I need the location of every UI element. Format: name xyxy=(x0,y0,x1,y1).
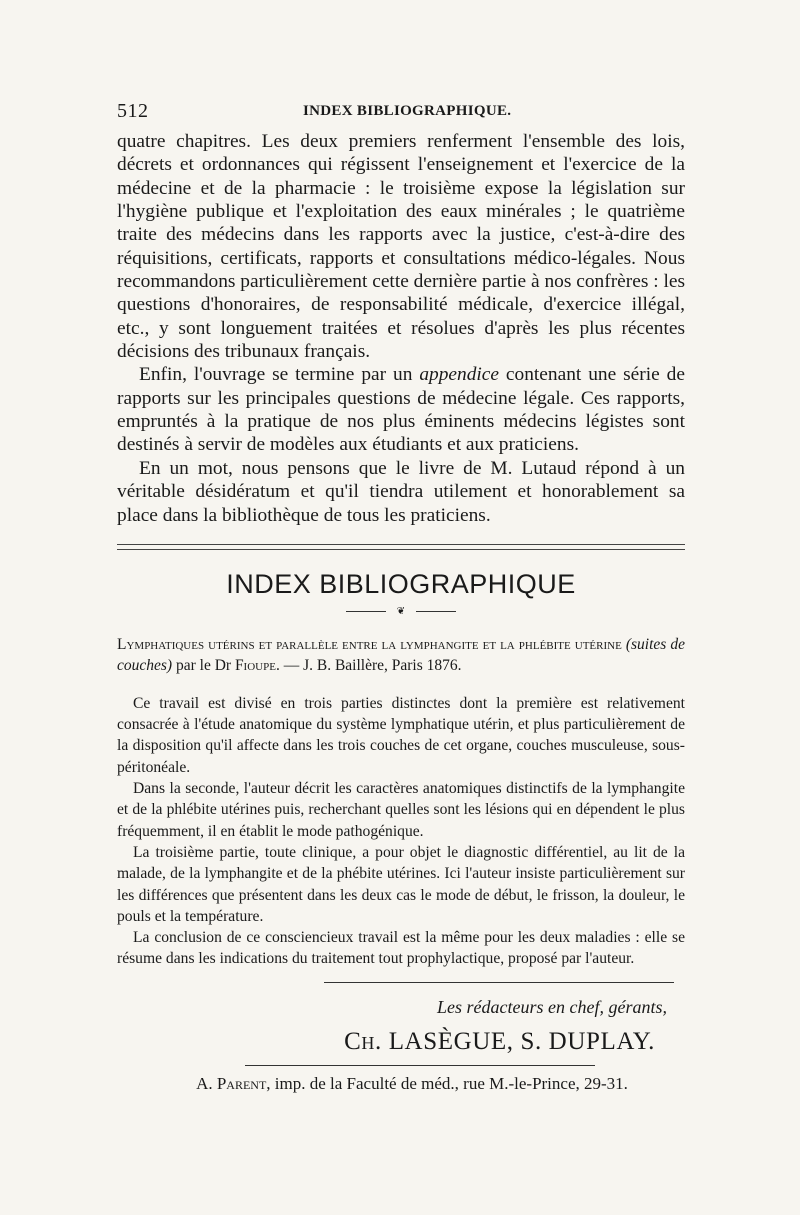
ornament-glyph: ❦ xyxy=(396,605,406,617)
running-head: INDEX BIBLIOGRAPHIQUE. xyxy=(303,103,512,119)
review-text xyxy=(117,130,685,527)
paragraph xyxy=(117,363,685,456)
editors-list: LASÈGUE, S. DUPLAY. xyxy=(388,1027,655,1055)
editors-prefix: Ch. xyxy=(344,1027,382,1055)
imprint-address: imp. de la Faculté de méd., rue M.-le-Prince, 29-31. xyxy=(274,1073,628,1093)
paragraph: La troisième partie, toute clinique, a pour objet le diagnostic différentiel, au lit de la malade, de la lymphangite et de la phébite utérines. Ici l'auteur insiste particulièrement sur les différences que présentent dans les deux cas le mode de début, le frisson, la douleur, le pouls et la température. xyxy=(117,843,685,925)
text-run: contenant une série de rapports sur les principales questions de médecine légale. Ces rapports, empruntés à la pratique de nos plus éminents médecins légistes sont destinés à servir de modèles aux étudiants et aux praticiens. xyxy=(117,364,685,456)
entry-by: par le xyxy=(175,656,211,674)
section-divider xyxy=(117,544,685,550)
entry-author: Fioupe xyxy=(234,656,276,674)
entry-title: Lymphatiques utérins et parallèle entre la lymphangite et la phlébite utérine xyxy=(117,635,622,653)
entry-publisher: . — J. B. Baillère, Paris 1876. xyxy=(275,656,462,674)
emphasis: appendice xyxy=(419,364,499,386)
ornament-line xyxy=(346,611,386,612)
page-header xyxy=(117,98,685,130)
paragraph: En un mot, nous pensons que le livre de M. Lutaud répond à un véritable désidératum et qu'il tiendra utilement et honorablement sa place dans la bibliothèque de tous les praticiens. xyxy=(117,457,685,526)
text-run: Enfin, l'ouvrage se termine par un xyxy=(139,364,413,386)
page-number: 512 xyxy=(117,100,149,122)
printer-imprint xyxy=(117,1074,685,1094)
editors-caption: Les rédacteurs en chef, gérants, xyxy=(437,996,667,1017)
ornament-line xyxy=(416,611,456,612)
entry-subtitle: (suites de couches) xyxy=(117,635,685,674)
imprint-rule xyxy=(245,1065,595,1066)
imprint-initial: A. xyxy=(196,1073,213,1093)
entry-summary xyxy=(117,693,685,970)
page xyxy=(117,98,685,1094)
section-title: INDEX BIBLIOGRAPHIQUE xyxy=(226,568,576,599)
paragraph: Ce travail est divisé en trois parties distinctes dont la première est relativement consacrée à l'étude anatomique du système lymphatique utérin, et plus particulièrement de la disposition qu'il affecte dans les trois couches de cet organe, couches musculeuse, sous-péritonéale. xyxy=(117,694,685,776)
ornament-divider xyxy=(346,606,456,618)
bibliography-entry xyxy=(117,634,685,676)
author-prefix: Dr xyxy=(214,656,232,674)
paragraph: quatre chapitres. Les deux premiers renferment l'ensemble des lois, décrets et ordonnances qui régissent l'enseignement et l'exercice de la médecine et de la pharmacie : le troisième expose la législation sur l'hygiène publique et l'exploitation des eaux minérales ; le quatrième traite des médecins dans les rapports avec la justice, c'est-à-dire des réquisitions, certificats, rapports et consultations médico-légales. Nous recommandons particulièrement cette dernière partie à nos confrères : les questions d'honoraires, de responsabilité médicale, d'exercice illégal, etc., y sont longuement traitées et résolues d'après les plus récentes décisions des tribunaux français. xyxy=(117,131,685,363)
imprint-printer: Parent, xyxy=(216,1073,271,1093)
editors-names xyxy=(117,1028,685,1056)
paragraph: La conclusion de ce consciencieux travail est la même pour les deux maladies : elle se résume dans les indications du traitement tout prophylactique, proposé par l'auteur. xyxy=(117,929,685,968)
signature-rule xyxy=(324,982,674,983)
paragraph: Dans la seconde, l'auteur décrit les caractères anatomiques distinctifs de la lymphangite et de la phlébite utérines puis, recherchant quelles sont les lésions qui en dépendent le plus fréquemment, il en établit le mode pathogénique. xyxy=(117,780,685,840)
